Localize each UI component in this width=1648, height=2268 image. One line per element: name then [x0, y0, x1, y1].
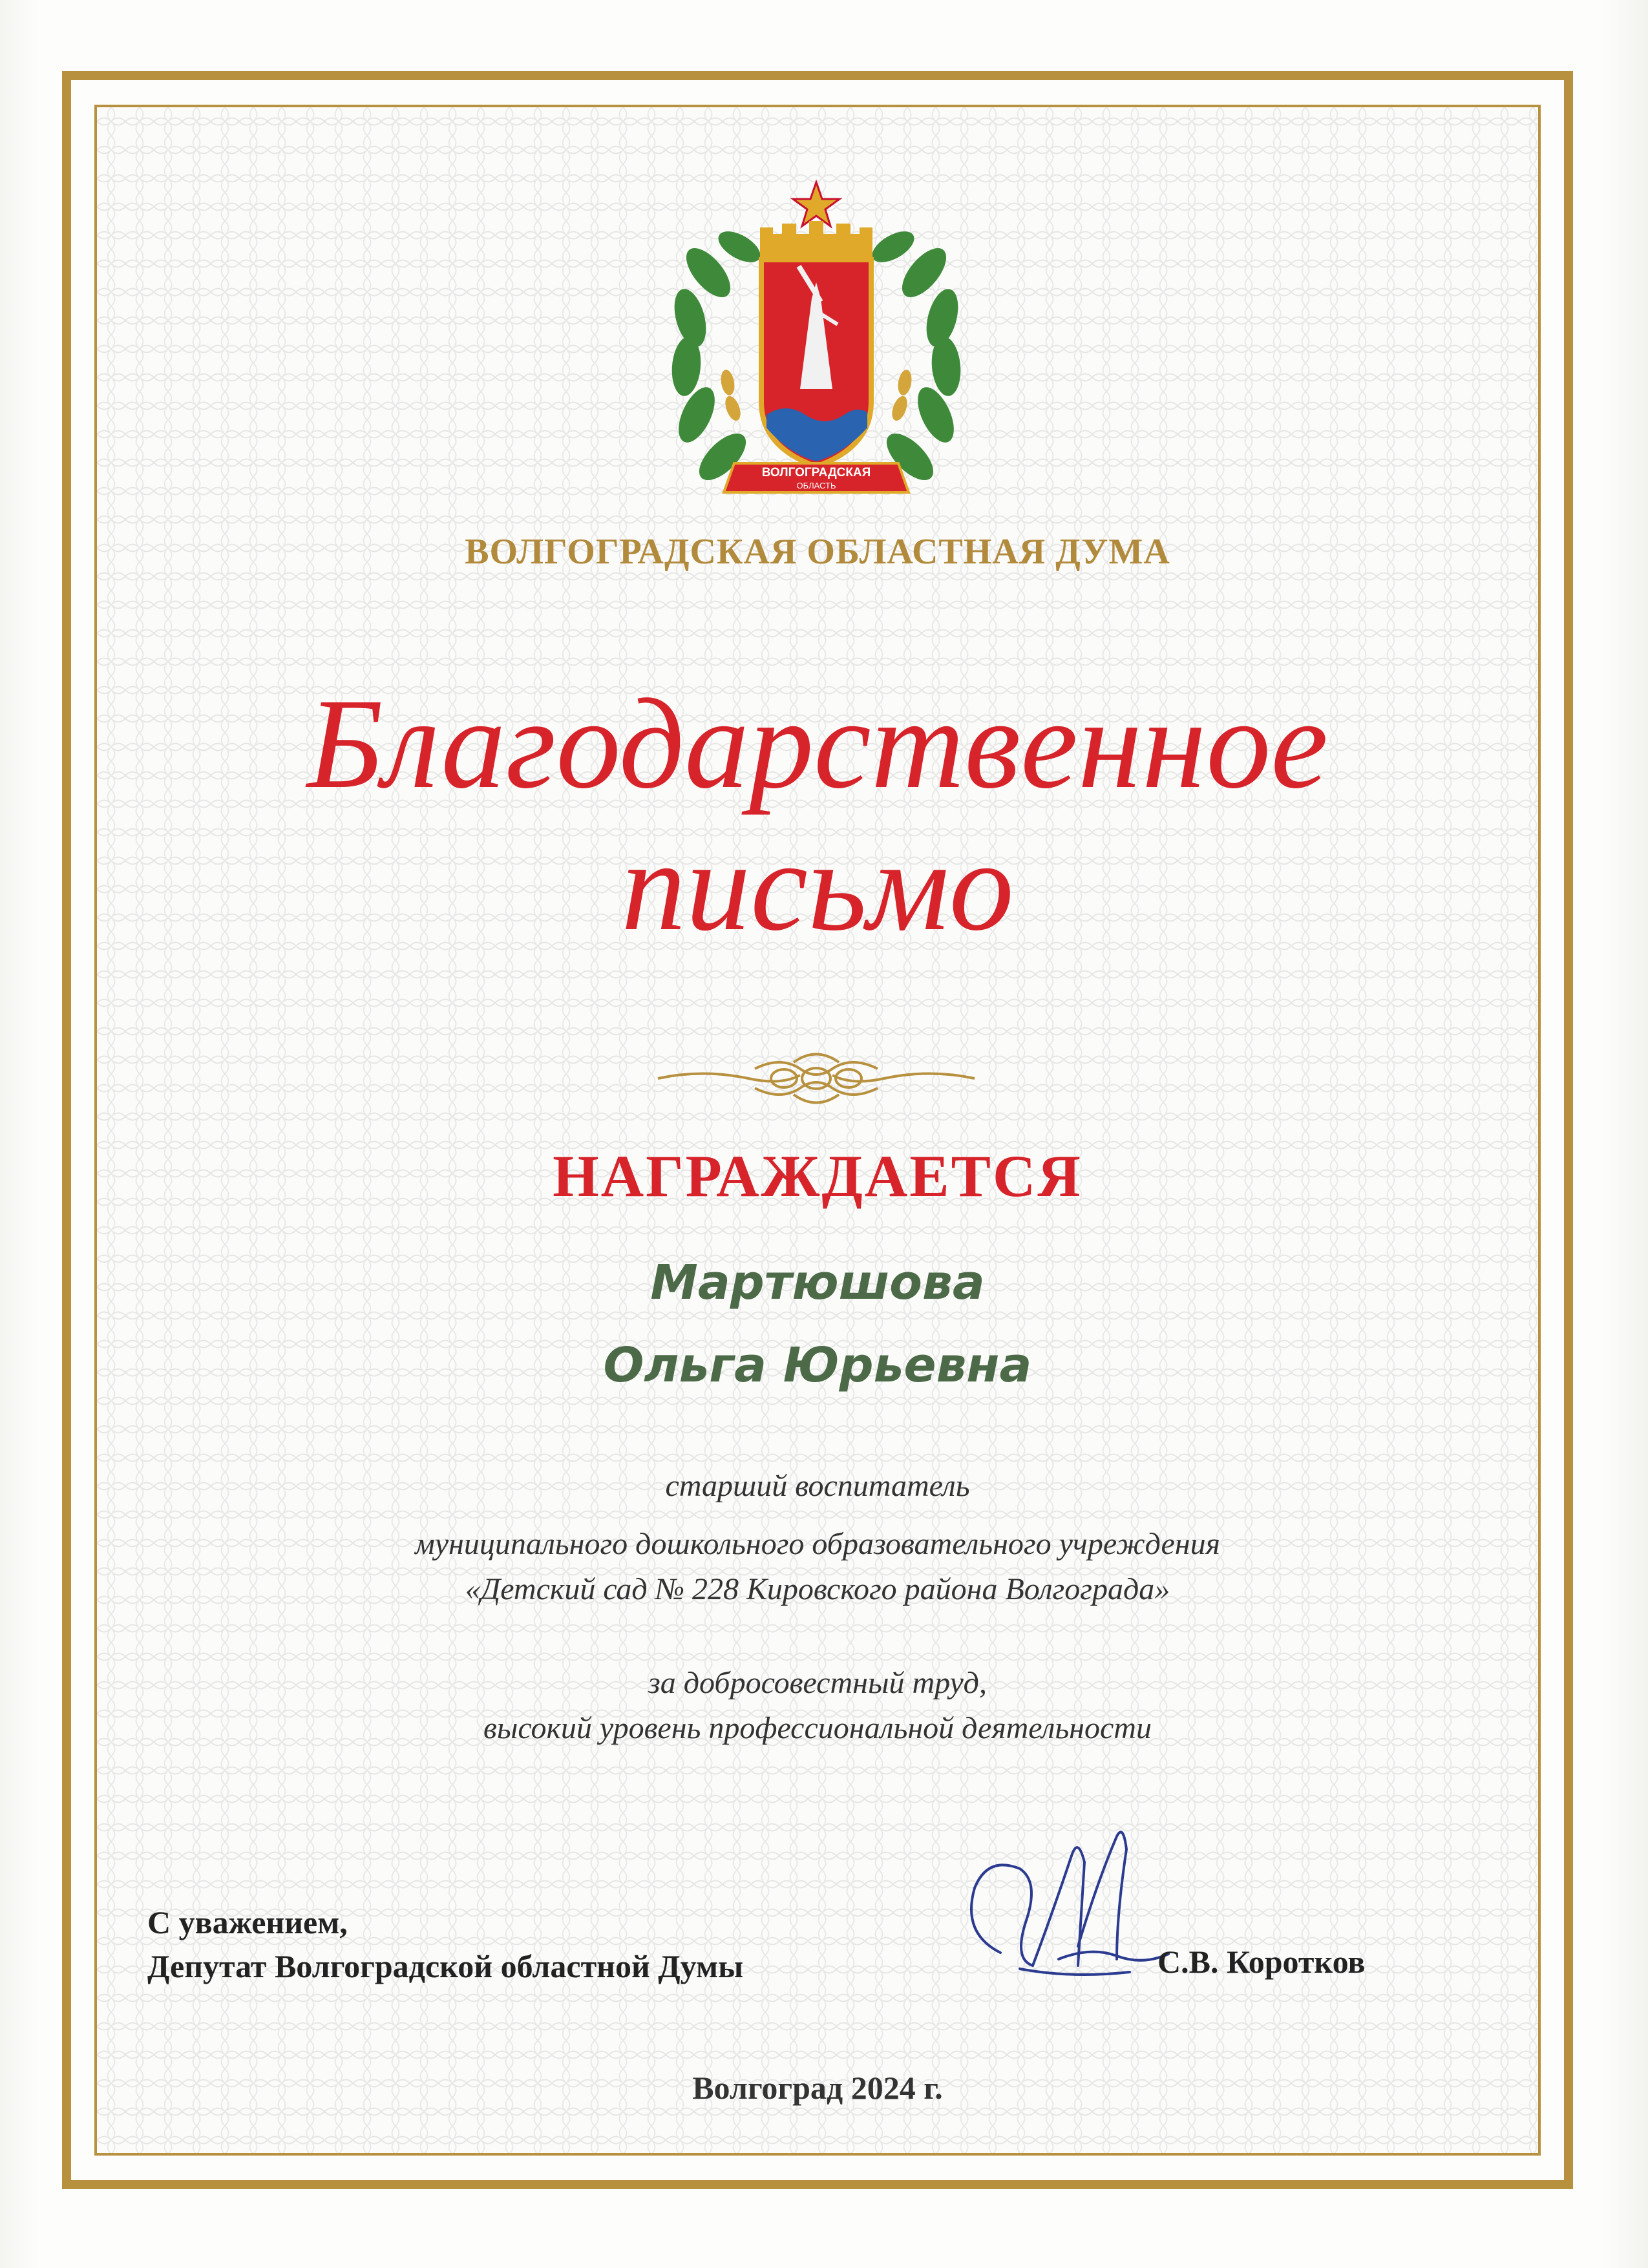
place-date: Волгоград 2024 г.	[692, 2070, 943, 2106]
handwritten-signature-icon	[923, 1817, 1194, 2011]
position-line-1: старший воспитатель	[665, 1469, 970, 1503]
certificate-title-line2: письмо	[621, 815, 1014, 958]
volgograd-emblem-icon	[663, 169, 969, 531]
awarded-label: НАГРАЖДАЕТСЯ	[553, 1143, 1083, 1209]
position-line-3: «Детский сад № 228 Кировского района Волгограда»	[465, 1572, 1170, 1606]
greeting-text: С уважением,	[147, 1904, 348, 1940]
reason-line-1: за добросовестный труд,	[648, 1666, 987, 1700]
signature-block	[147, 1901, 743, 1988]
signer-title: Депутат Волгоградской областной Думы	[147, 1948, 744, 1984]
reason-line-2: высокий уровень профессиональной деятельности	[483, 1711, 1152, 1745]
emblem-ribbon-text-2: ОБЛАСТЬ	[796, 481, 836, 490]
certificate-content	[94, 105, 1541, 2156]
certificate-title-line1: Благодарственное	[306, 673, 1329, 815]
recipient-name: Ольга Юрьевна	[603, 1338, 1032, 1393]
position-line-2: муниципального дошкольного образовательного учреждения	[415, 1527, 1220, 1561]
gold-ornament-divider-icon	[651, 1043, 981, 1114]
organization-heading: ВОЛГОГРАДСКАЯ ОБЛАСТНАЯ ДУМА	[465, 532, 1170, 572]
signer-name: С.В. Коротков	[1157, 1944, 1366, 1980]
emblem-ribbon-text-1: ВОЛГОГРАДСКАЯ	[761, 466, 871, 479]
recipient-surname: Мартюшова	[650, 1255, 985, 1310]
